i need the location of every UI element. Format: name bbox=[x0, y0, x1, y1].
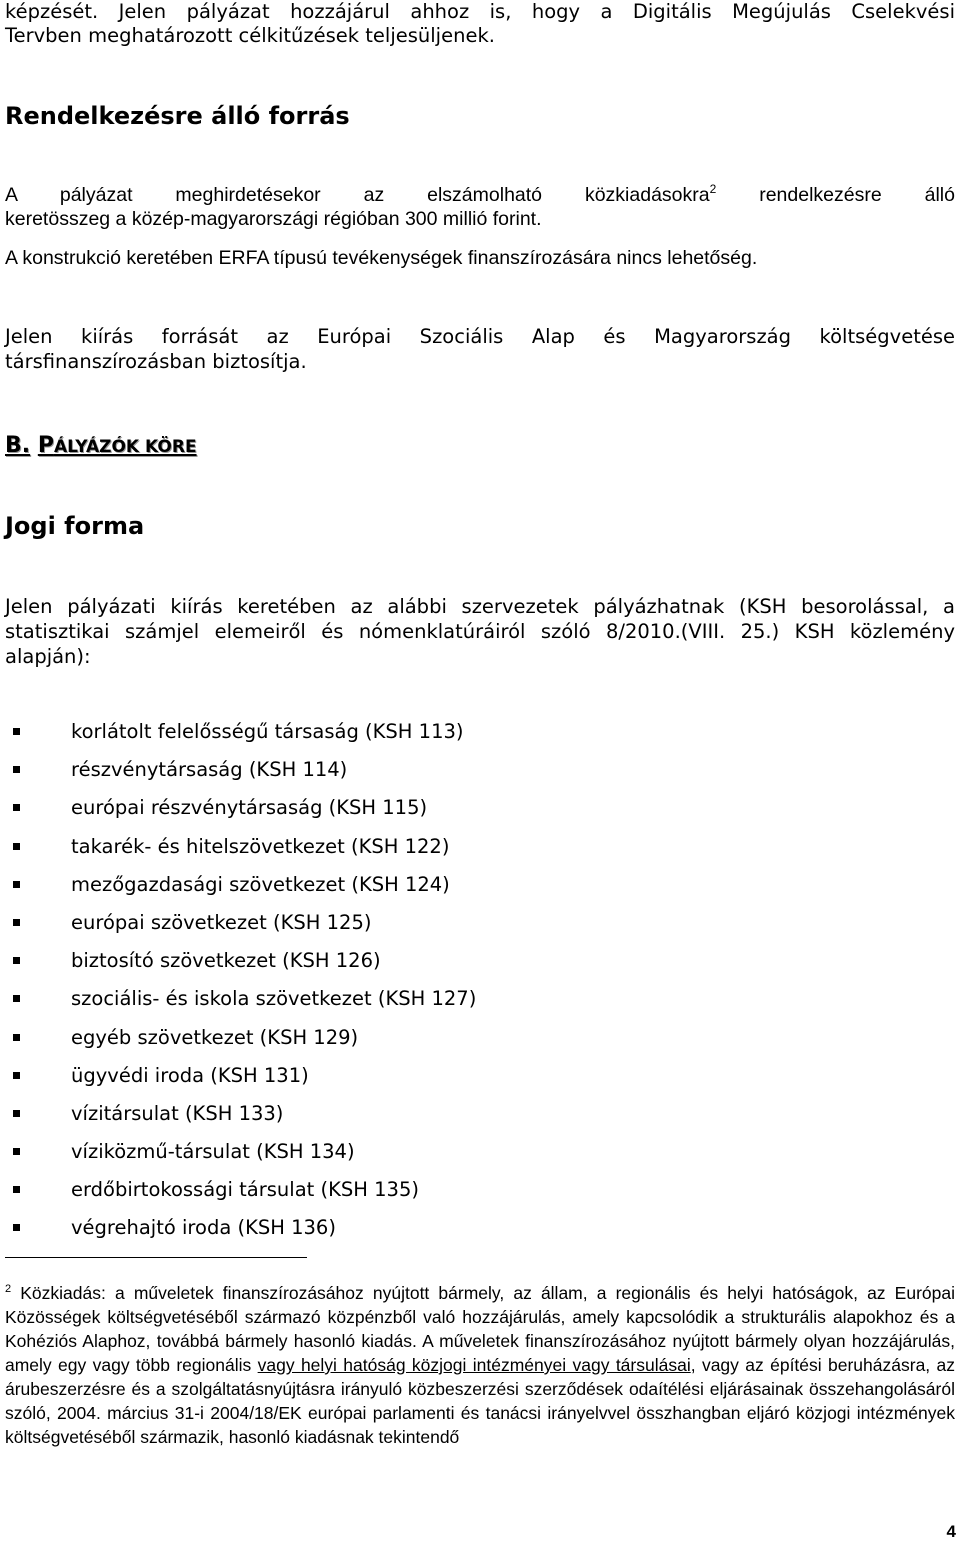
footnote-mark: 2 bbox=[5, 1283, 12, 1295]
square-bullet-icon bbox=[13, 1224, 20, 1231]
footnote bbox=[5, 1281, 955, 1449]
list-item-text: részvénytársaság (KSH 114) bbox=[71, 758, 348, 782]
section-letter: B. bbox=[5, 433, 31, 458]
list-item bbox=[5, 985, 905, 1023]
square-bullet-icon bbox=[13, 881, 20, 888]
footnote-separator bbox=[5, 1257, 307, 1258]
list-item-text: biztosító szövetkezet (KSH 126) bbox=[71, 949, 381, 973]
page-number: 4 bbox=[946, 1522, 956, 1541]
list-item bbox=[5, 1214, 905, 1252]
square-bullet-icon bbox=[13, 728, 20, 735]
list-item-text: európai szövetkezet (KSH 125) bbox=[71, 910, 372, 934]
square-bullet-icon bbox=[13, 1148, 20, 1155]
list-item-text: európai részvénytársaság (KSH 115) bbox=[71, 796, 428, 820]
list-item bbox=[5, 1024, 905, 1062]
square-bullet-icon bbox=[13, 804, 20, 811]
list-item-text: takarék- és hitelszövetkezet (KSH 122) bbox=[71, 834, 450, 858]
square-bullet-icon bbox=[13, 957, 20, 964]
footnote-ref[interactable]: 2 bbox=[709, 182, 717, 196]
forras-paragraph3-line2: társfinanszírozásban biztosítja. bbox=[5, 350, 307, 373]
list-item bbox=[5, 909, 905, 947]
square-bullet-icon bbox=[13, 1186, 20, 1193]
intro-text-line2: Tervben meghatározott célkitűzések teljesüljenek. bbox=[5, 24, 495, 47]
list-item-text: korlátolt felelősségű társaság (KSH 113) bbox=[71, 720, 464, 743]
square-bullet-icon bbox=[13, 766, 20, 773]
list-item-text: mezőgazdasági szövetkezet (KSH 124) bbox=[71, 872, 450, 896]
organization-list bbox=[5, 718, 905, 1253]
forras-p1-text-a: A pályázat meghirdetésekor az elszámolható közkiadásokra bbox=[5, 184, 710, 206]
jogi-intro-paragraph: Jelen pályázati kiírás keretében az alábbi szervezetek pályázhatnak (KSH besorolással, a statisztikai számjel elemeiről és nómenklatúráiról szóló 8/2010.(VIII. 25.) KSH közlemény alapján): bbox=[5, 595, 955, 668]
list-item bbox=[5, 1100, 905, 1138]
forras-paragraph2: A konstrukció keretében ERFA típusú tevékenységek finanszírozására nincs lehetőség. bbox=[5, 247, 758, 269]
list-item-text: egyéb szövetkezet (KSH 129) bbox=[71, 1025, 359, 1049]
list-item bbox=[5, 871, 905, 909]
square-bullet-icon bbox=[13, 919, 20, 926]
forras-p1-text-b: rendelkezésre álló bbox=[716, 184, 955, 206]
footnote-text-a: Közkiadás: a műveletek finanszírozásához nyújtott bármely, az állam, a regionális és helyi hatóságok, az Európai Közösségek költségvetéséből származó közpénzből való hozzájárulás, amely kapcsolódik a strukturális alapokhoz és a Kohéziós Alaphoz, továbbá bármely hasonló kiadás. A műveletek finanszírozásához nyújtott bármely olyan hozzájárulás, amely egy vagy több regionális bbox=[5, 1283, 955, 1375]
list-item bbox=[5, 718, 905, 756]
list-item-text: szociális- és iskola szövetkezet (KSH 127) bbox=[71, 987, 477, 1011]
jogi-forma-heading: Jogi forma bbox=[5, 512, 145, 540]
footnote-text-b: , vagy az építési beruházásra, az árubeszerzésre és a szolgáltatásnyújtásra irányuló közbeszerzési szerződések odaítélési eljárásainak összehangolásáról szóló, 2004. március 31-i 2004/18/EK európai parlamenti és tanácsi irányelvvel összhangban eljáró közjogi intézmények költségvetéséből származik, hasonló kiadásnak tekintendő bbox=[5, 1355, 956, 1447]
square-bullet-icon bbox=[13, 1034, 20, 1041]
list-item-text: vízitársulat (KSH 133) bbox=[71, 1101, 284, 1125]
list-item-text: erdőbirtokossági társulat (KSH 135) bbox=[71, 1178, 419, 1202]
list-item bbox=[5, 1176, 905, 1214]
list-item bbox=[5, 1062, 905, 1100]
section-title-initial: P bbox=[37, 433, 54, 458]
list-item bbox=[5, 947, 905, 985]
list-item bbox=[5, 1138, 905, 1176]
list-item-text: végrehajtó iroda (KSH 136) bbox=[71, 1216, 336, 1240]
section-title bbox=[38, 433, 197, 458]
forras-paragraph1-line1 bbox=[5, 183, 955, 207]
list-item bbox=[5, 756, 905, 794]
square-bullet-icon bbox=[13, 843, 20, 850]
forras-heading: Rendelkezésre álló forrás bbox=[5, 102, 350, 130]
footnote-underlined-text: vagy helyi hatóság közjogi intézményei vagy társulásai bbox=[257, 1355, 691, 1375]
list-item-text: víziközmű-társulat (KSH 134) bbox=[71, 1140, 355, 1164]
intro-paragraph-line2 bbox=[5, 24, 955, 48]
forras-paragraph1-line2: keretösszeg a közép-magyarországi régióban 300 millió forint. bbox=[5, 208, 542, 230]
square-bullet-icon bbox=[13, 995, 20, 1002]
intro-text-line1: képzését. Jelen pályázat hozzájárul ahhoz is, hogy a Digitális Megújulás Cselekvési bbox=[5, 0, 955, 23]
forras-paragraph3-line1: Jelen kiírás forrását az Európai Szociális Alap és Magyarország költségvetése bbox=[5, 325, 955, 348]
section-title-rest: ÁLYÁZÓK KÖRE bbox=[53, 437, 197, 457]
list-item bbox=[5, 794, 905, 832]
square-bullet-icon bbox=[13, 1072, 20, 1079]
section-b-heading bbox=[5, 432, 955, 461]
intro-paragraph-line1 bbox=[5, 0, 955, 24]
list-item-text: ügyvédi iroda (KSH 131) bbox=[71, 1063, 309, 1087]
square-bullet-icon bbox=[13, 1110, 20, 1117]
list-item bbox=[5, 833, 905, 871]
